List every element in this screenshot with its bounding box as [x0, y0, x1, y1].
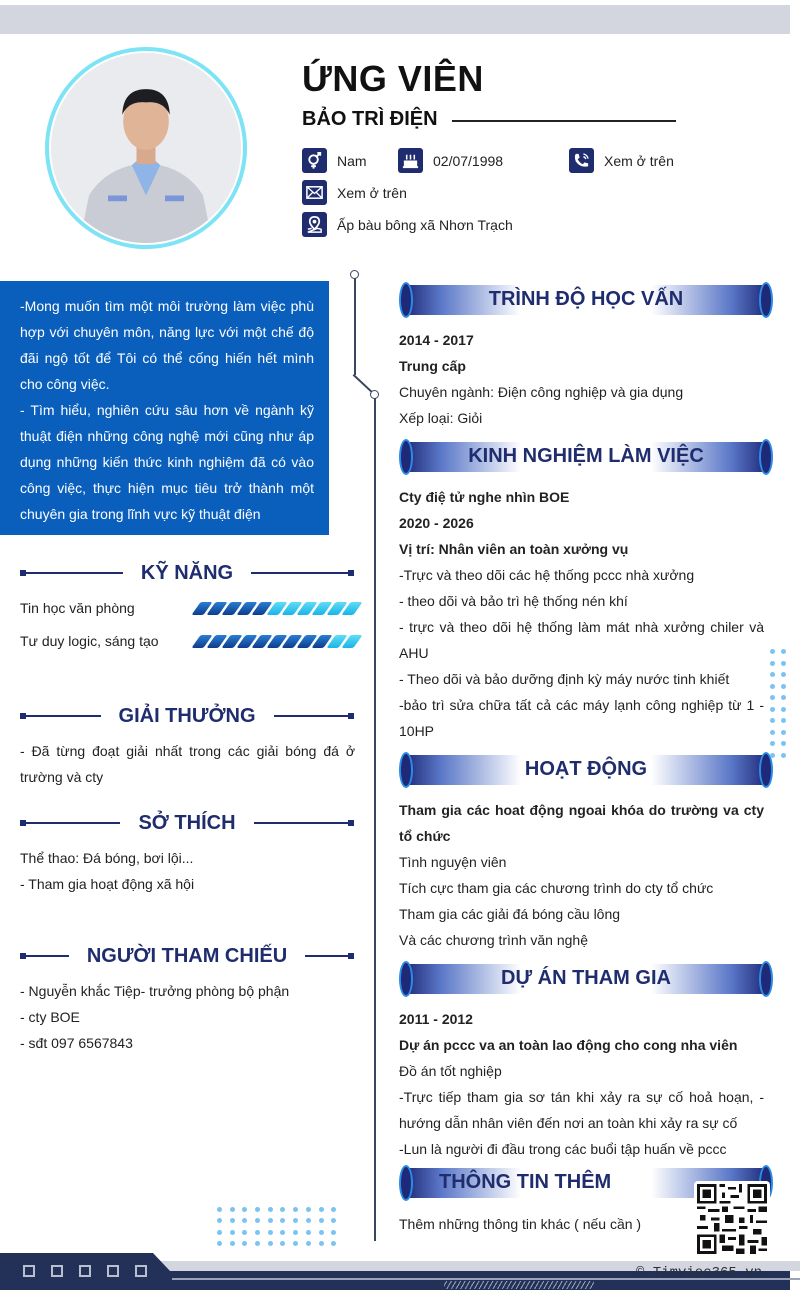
activities-heading: Tham gia các hoat động ngoai khóa do trường va cty tổ chức	[399, 802, 764, 844]
timeline-node	[350, 270, 359, 279]
skill-name: Tin học văn phòng	[20, 600, 135, 616]
footer-square-icon	[51, 1265, 63, 1277]
experience-duty: -Trực và theo dõi các hệ thống pccc nhà xưởng	[399, 567, 695, 583]
hobbies-list	[20, 845, 355, 897]
footer-square-icon	[135, 1265, 147, 1277]
phone-icon	[569, 148, 594, 173]
skill-level-bar	[196, 635, 358, 648]
footer	[0, 1253, 800, 1290]
objective-paragraph: - Tìm hiểu, nghiên cứu sâu hơn về ngành kỹ thuật điện những công nghệ mới cũng như áp dụng những kiến thức kinh nghiệm đã có vào công việc, thực hiện mục tiêu trở thành một chuyên gia trong lĩnh vực kỹ thuật điện	[20, 402, 314, 522]
address-value: Ấp bàu bông xã Nhơn Trạch	[337, 216, 513, 233]
education-major: Chuyên ngành: Điện công nghiệp và gia dụng	[399, 384, 684, 400]
footer-hatch	[444, 1281, 594, 1289]
projects-section	[399, 1006, 764, 1162]
awards-header	[20, 704, 354, 728]
info-email	[302, 180, 407, 205]
project-line: -Lun là người đi đầu trong các buổi tập huấn về pccc	[399, 1141, 727, 1157]
hobby-item: Thể thao: Đá bóng, bơi lội...	[20, 850, 194, 866]
footer-square-icon	[107, 1265, 119, 1277]
education-title: TRÌNH ĐỘ HỌC VẤN	[488, 288, 684, 310]
skills-header	[20, 561, 354, 585]
experience-company: Cty điệ tử nghe nhìn BOE	[399, 489, 570, 505]
skill-level-bar	[196, 602, 358, 615]
activity-item: Tham gia các giải đá bóng cầu lông	[399, 906, 621, 922]
experience-title: KINH NGHIỆM LÀM VIỆC	[468, 445, 704, 467]
activities-section	[399, 797, 764, 953]
decorative-dots	[770, 649, 786, 758]
project-period: 2011 - 2012	[399, 1011, 473, 1027]
objective-paragraph: -Mong muốn tìm một môi trường làm việc phù hợp với chuyên môn, năng lực với một chế độ đãi ngộ tốt để Tôi có thể cống hiến hết mình cho công việc.	[20, 298, 314, 392]
avatar	[45, 47, 247, 249]
info-birthday	[398, 148, 503, 173]
skill-name: Tư duy logic, sáng tạo	[20, 633, 159, 649]
info-phone	[569, 148, 674, 173]
qr-code-icon	[697, 1184, 767, 1254]
education-section	[399, 327, 764, 431]
email-value: Xem ở trên	[337, 184, 407, 201]
experience-section	[399, 484, 764, 744]
birthday-value: 02/07/1998	[433, 152, 504, 169]
education-rank: Xếp loại: Giỏi	[399, 410, 483, 426]
timeline-node	[370, 390, 379, 399]
timeline-line	[354, 278, 356, 375]
activity-item: Tình nguyện viên	[399, 854, 507, 870]
avatar-photo	[49, 51, 243, 245]
project-name: Dự án pccc va an toàn lao động cho cong nha viên	[399, 1037, 738, 1053]
projects-title: DỰ ÁN THAM GIA	[501, 967, 671, 989]
hobby-item: - Tham gia hoạt động xã hội	[20, 876, 195, 892]
projects-banner	[399, 961, 773, 997]
location-icon	[302, 212, 327, 237]
career-objective	[0, 281, 329, 535]
reference-item: - cty BOE	[20, 1009, 80, 1025]
education-period: 2014 - 2017	[399, 332, 474, 348]
job-title: BẢO TRÌ ĐIỆN	[302, 108, 438, 130]
experience-period: 2020 - 2026	[399, 515, 474, 531]
activity-item: Tích cực tham gia các chương trình do cty tổ chức	[399, 880, 714, 896]
experience-banner	[399, 439, 773, 475]
reference-item: - Nguyễn khắc Tiệp- trưởng phòng bộ phận	[20, 983, 290, 999]
footer-square-icon	[23, 1265, 35, 1277]
gender-value: Nam	[337, 152, 367, 169]
awards-title: GIẢI THƯỞNG	[118, 704, 256, 727]
gender-icon	[302, 148, 327, 173]
reference-item: - sđt 097 6567843	[20, 1035, 133, 1051]
education-level: Trung cấp	[399, 358, 466, 374]
experience-duty: - trực và theo dõi hệ thống làm mát nhà xưởng chiler và AHU	[399, 619, 764, 661]
activities-title: HOẠT ĐỘNG	[524, 758, 648, 780]
additional-text: Thêm những thông tin khác ( nếu cần )	[399, 1216, 642, 1232]
title-divider	[452, 120, 676, 122]
info-gender	[302, 148, 367, 173]
project-role: Đồ án tốt nghiệp	[399, 1063, 502, 1079]
experience-duty: -bảo trì sửa chữa tất cả các máy lạnh công nghiệp từ 1 - 10HP	[399, 697, 764, 739]
person-photo-icon	[51, 53, 241, 243]
additional-title: THÔNG TIN THÊM	[439, 1171, 612, 1193]
experience-duty: - Theo dõi và bảo dưỡng định kỳ máy nước tinh khiết	[399, 671, 730, 687]
hobbies-header	[20, 811, 354, 835]
info-address	[302, 212, 513, 237]
project-line: -Trực tiếp tham gia sơ tán khi xảy ra sự cố hoả hoạn, - hướng dẫn nhân viên đến nơi an toàn khi xảy ra sự cố	[399, 1089, 764, 1131]
hobbies-title: SỞ THÍCH	[138, 811, 236, 834]
experience-position: Vị trí: Nhân viên an toàn xưởng vụ	[399, 541, 629, 557]
decorative-dots	[217, 1207, 336, 1246]
email-icon	[302, 180, 327, 205]
skills-title: KỸ NĂNG	[140, 561, 234, 584]
qr-code[interactable]	[694, 1181, 770, 1257]
awards-text: - Đã từng đoạt giải nhất trong các giải bóng đá ở trường và cty	[20, 743, 355, 785]
references-header	[20, 944, 354, 968]
phone-value: Xem ở trên	[604, 152, 674, 169]
footer-square-icon	[79, 1265, 91, 1277]
experience-duty: - theo dõi và bảo trì hệ thống nén khí	[399, 593, 628, 609]
top-band	[0, 5, 790, 34]
birthday-cake-icon	[398, 148, 423, 173]
references-title: NGƯỜI THAM CHIẾU	[86, 944, 288, 967]
education-banner	[399, 282, 773, 318]
copyright-text: © Timviec365.vn	[636, 1265, 763, 1281]
activity-item: Và các chương trình văn nghệ	[399, 932, 588, 948]
timeline-line	[374, 398, 376, 1241]
activities-banner	[399, 752, 773, 788]
references-list	[20, 978, 355, 1056]
candidate-name: ỨNG VIÊN	[302, 58, 484, 99]
